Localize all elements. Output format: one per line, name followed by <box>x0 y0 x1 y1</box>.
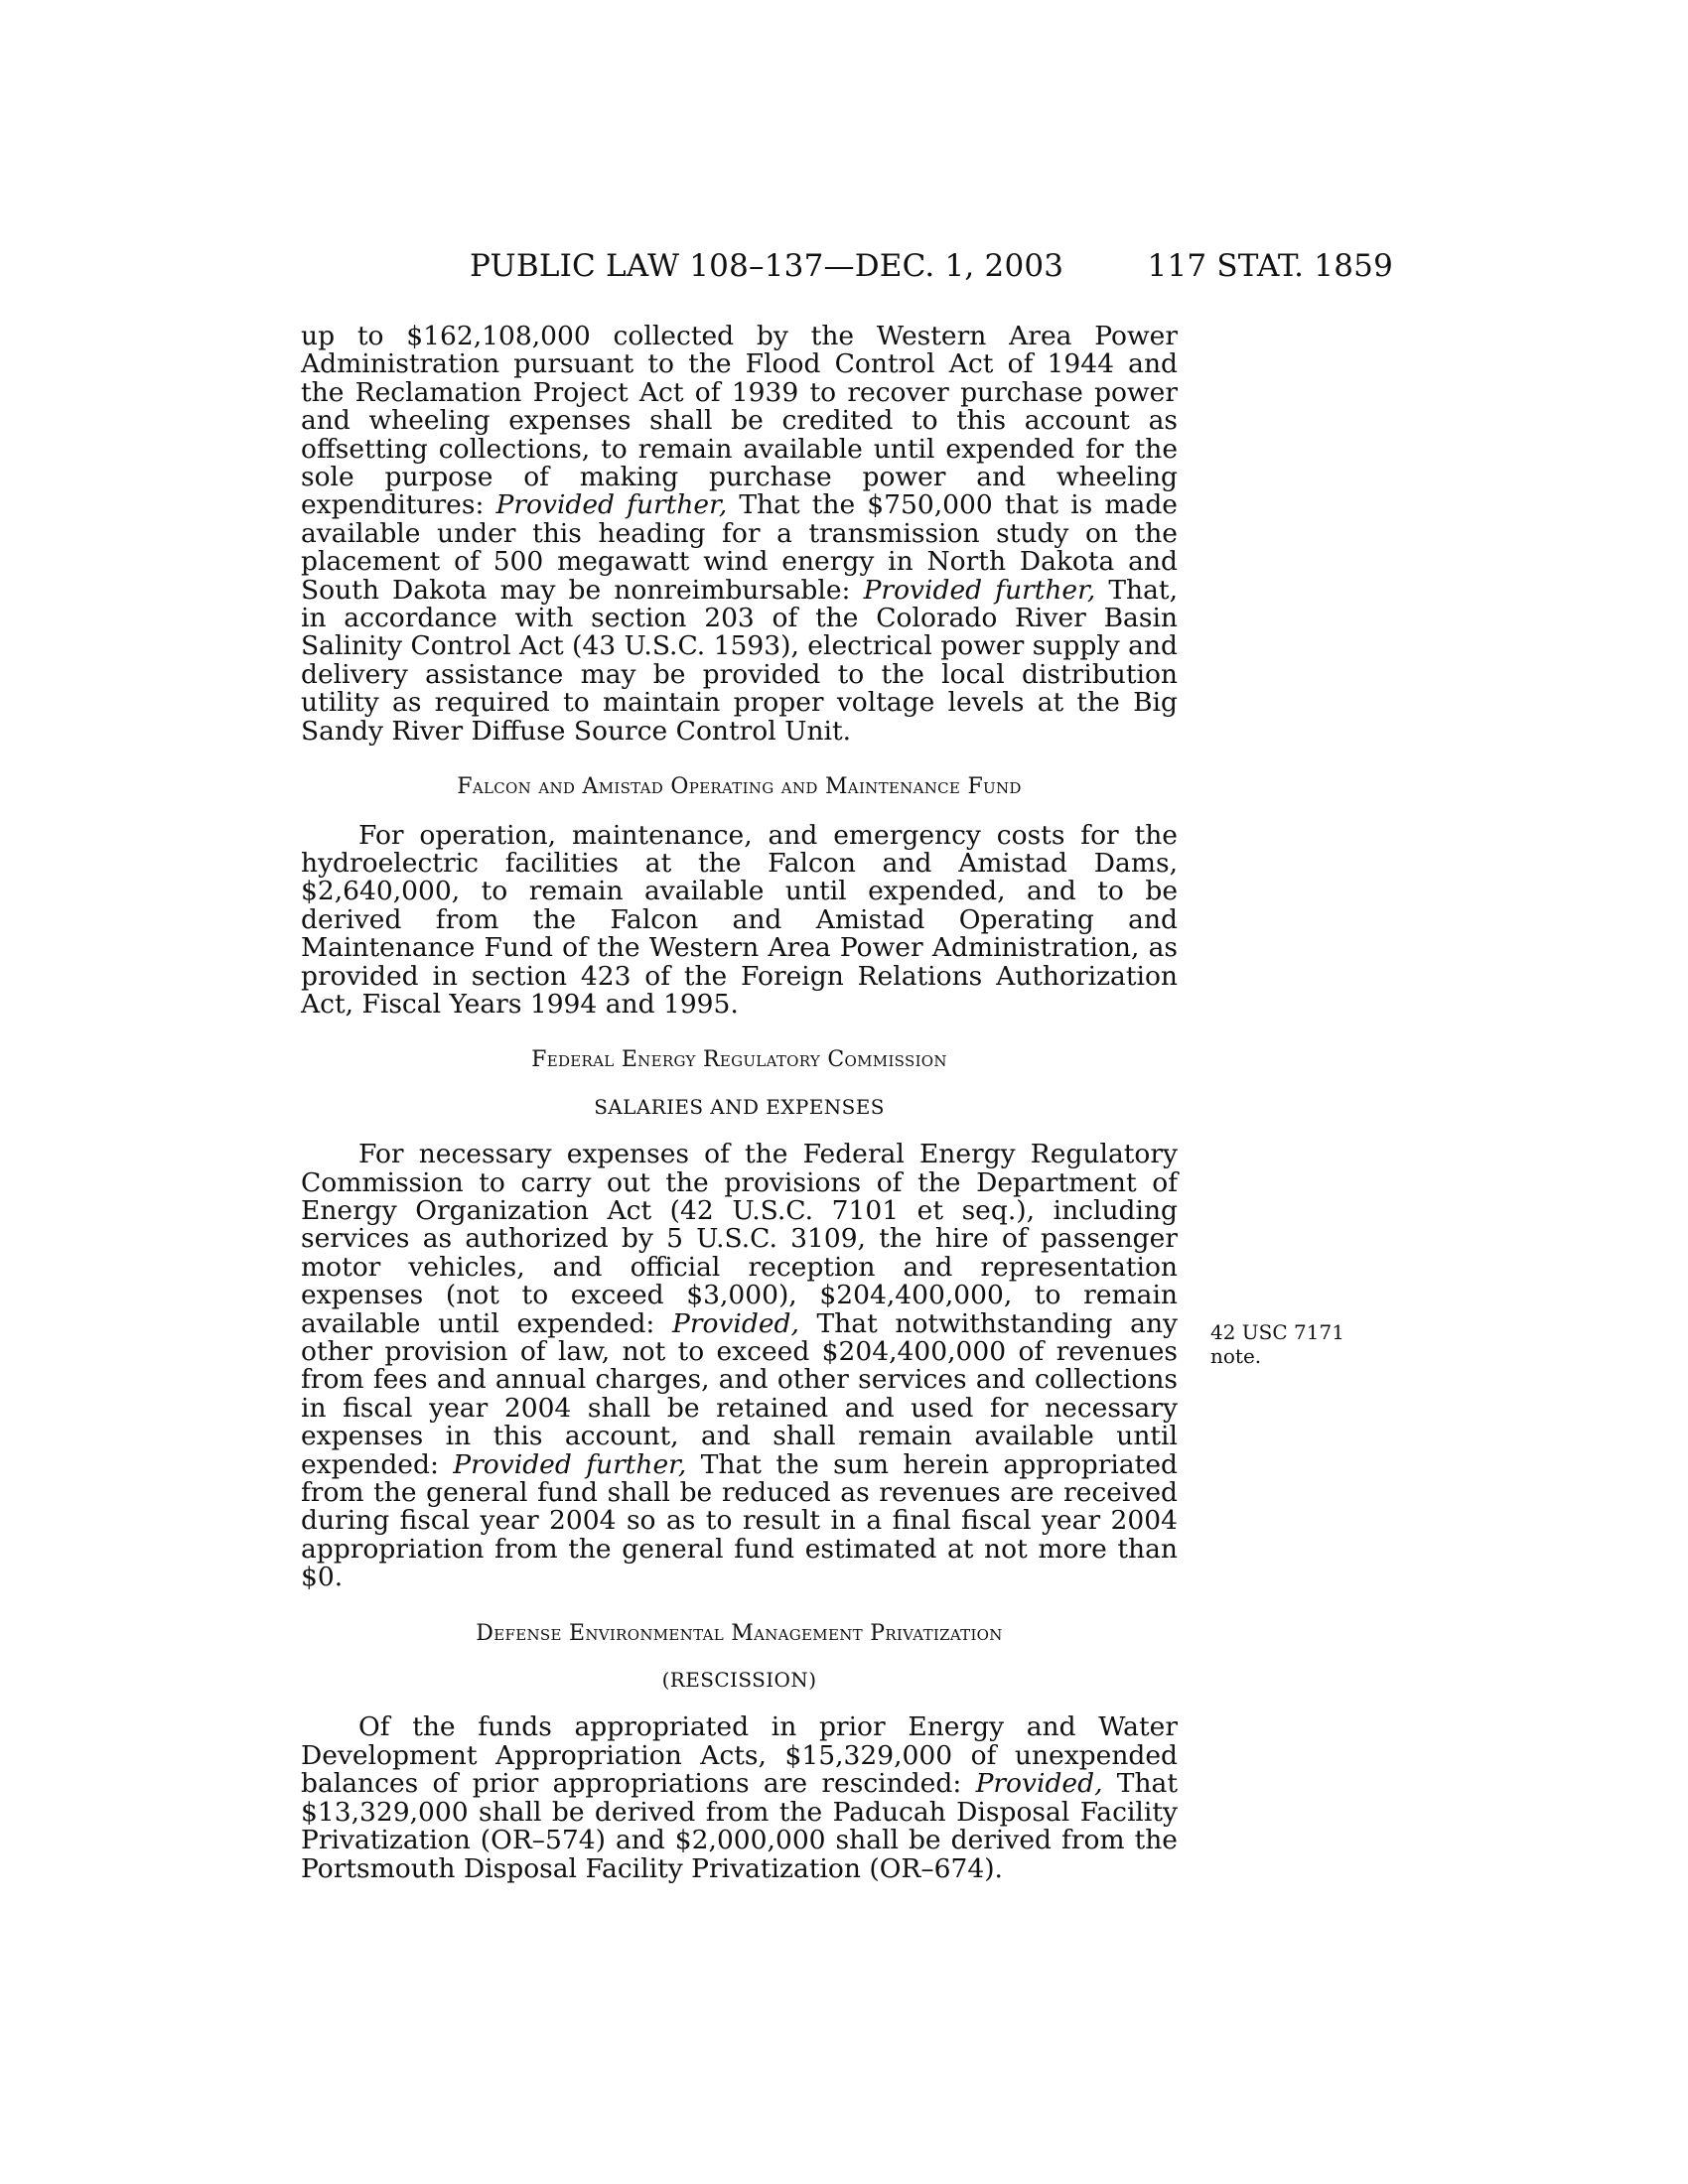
subheading-salaries: SALARIES AND EXPENSES <box>594 1094 885 1119</box>
proviso-italic: Provided further, <box>453 1448 687 1480</box>
proviso-italic: Provided, <box>975 1768 1103 1800</box>
proviso-italic: Provided further, <box>863 574 1096 606</box>
paragraph-defense <box>301 1713 1178 1882</box>
proviso-italic: Provided further, <box>495 489 728 521</box>
page-header <box>301 248 1393 292</box>
section-heading-falcon: Falcon and Amistad Operating and Maintenance Fund <box>457 774 1022 800</box>
paragraph-text: That the sum herein appropriated from the general fund shall be reduced as revenues are received during fiscal year 2004 so as to result in a final fiscal year 2004 appropriation from the general fund estimated at not more than $0. <box>301 1448 1178 1593</box>
paragraph-text: up to $162,108,000 collected by the Western Area Power Administration pursuant to the Flood Control Act of 1944 and the Reclamation Project Act of 1939 to recover purchase power and wheeling expenses shall be credited to this account as offsetting collections, to remain available until expended for the sole purpose of making purchase power and wheeling expenditures: <box>301 321 1178 521</box>
margin-note-usc: 42 USC 7171 note. <box>1210 1320 1344 1368</box>
paragraph-falcon: For operation, maintenance, and emergency costs for the hydroelectric facilities at the Falcon and Amistad Dams, $2,640,000, to remain available until expended, and to be derived from the Falcon and Amistad Operating and Maintenance Fund of the Western Area Power Administration, as provided in section 423 of the Foreign Relations Authorization Act, Fiscal Years 1994 and 1995. <box>301 819 1178 1020</box>
paragraph-text: That, in accordance with section 203 of the Colorado River Basin Salinity Control Act (43 U.S.C. 1593), electrical power supply and delivery assistance may be provided to the local distribution utility as required to maintain proper voltage levels at the Big Sandy River Diffuse Source Control Unit. <box>301 574 1178 747</box>
proviso-italic: Provided, <box>671 1307 799 1339</box>
statute-page-number: 117 STAT. 1859 <box>1147 248 1393 284</box>
paragraph-ferc <box>301 1141 1178 1592</box>
law-title: PUBLIC LAW 108–137—DEC. 1, 2003 <box>470 248 1064 284</box>
section-heading-ferc: Federal Energy Regulatory Commission <box>531 1047 947 1073</box>
subheading-rescission: (RESCISSION) <box>661 1668 817 1693</box>
paragraph-text: Of the funds appropriated in prior Energy and Water Development Appropriation Acts, $15,329,000 of unexpended balances of prior appropriations are rescinded: <box>301 1711 1178 1800</box>
paragraph-text: That the $750,000 that is made available under this heading for a transmission study on the placement of 500 megawatt wind energy in North Dakota and South Dakota may be nonreimbursable: <box>301 489 1178 606</box>
section-heading-defense: Defense Environmental Management Privatization <box>476 1620 1003 1646</box>
paragraph-text: For necessary expenses of the Federal Energy Regulatory Commission to carry out the provisions of the Department of Energy Organization Act (42 U.S.C. 7101 et seq.), including services as authorized by 5 U.S.C. 3109, the hire of passenger motor vehicles, and official reception and representation expenses (not to exceed $3,000), $204,400,000, to remain available until expended: <box>301 1139 1178 1339</box>
paragraph-western-area <box>301 323 1178 746</box>
paragraph-text: That notwithstanding any other provision of law, not to exceed $204,400,000 of revenues from fees and annual charges, and other services and collections in fiscal year 2004 shall be retained and used for necessary expenses in this account, and shall remain available until expended: <box>301 1307 1178 1480</box>
main-column <box>301 323 1178 1883</box>
paragraph-text: That $13,329,000 shall be derived from the Paducah Disposal Facility Privatization (OR–574) and $2,000,000 shall be derived from the Portsmouth Disposal Facility Privatization (OR–674). <box>301 1768 1178 1884</box>
